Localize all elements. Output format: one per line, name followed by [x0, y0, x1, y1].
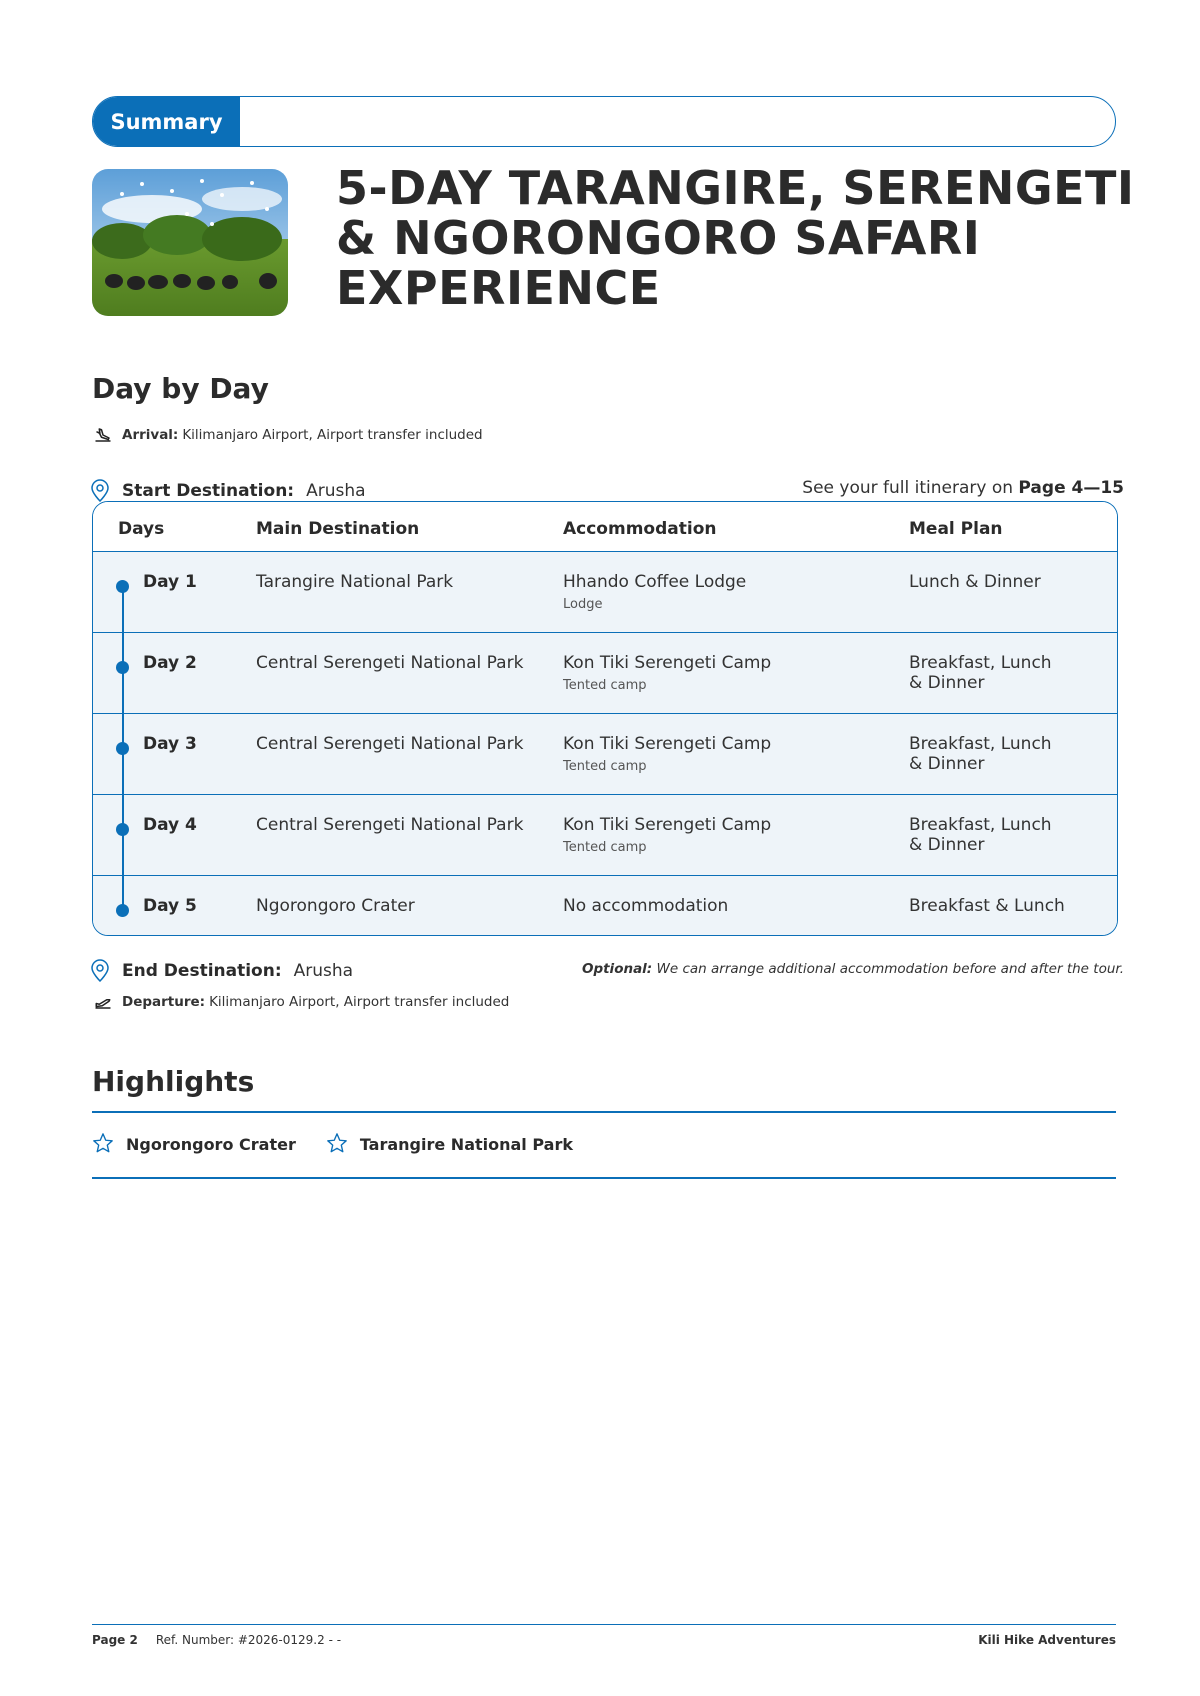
see-itinerary-text: See your full itinerary on — [802, 478, 1014, 498]
highlights-bottom-divider — [92, 1177, 1116, 1179]
highlights-top-divider — [92, 1111, 1116, 1113]
safari-hero-image — [92, 169, 288, 316]
map-pin-icon — [90, 958, 114, 984]
timeline-dot — [116, 661, 129, 674]
page-footer — [92, 1633, 1116, 1647]
accommodation-cell — [563, 815, 771, 858]
end-destination-label: End Destination: — [122, 961, 282, 981]
see-itinerary-note — [802, 478, 1124, 498]
table-row — [93, 876, 1117, 936]
table-header — [93, 502, 1117, 552]
header-days: Days — [118, 519, 165, 539]
day-cell: Day 3 — [143, 734, 197, 754]
table-row — [93, 795, 1117, 876]
arrival-label: Arrival: — [122, 427, 179, 443]
day-by-day-heading: Day by Day — [92, 372, 269, 405]
accommodation-name: Kon Tiki Serengeti Camp — [563, 653, 772, 673]
header-accommodation: Accommodation — [563, 519, 717, 539]
accommodation-type: Tented camp — [563, 678, 647, 693]
timeline-dot — [116, 742, 129, 755]
table-row — [93, 633, 1117, 714]
star-icon — [92, 1132, 116, 1156]
optional-text: We can arrange additional accommodation before and after the tour. — [656, 961, 1124, 977]
start-destination-value: Arusha — [306, 481, 366, 501]
summary-tab: Summary — [93, 97, 240, 146]
optional-note — [582, 961, 1124, 977]
accommodation-cell — [563, 734, 771, 777]
plane-takeoff-icon — [92, 991, 114, 1013]
accommodation-name: Kon Tiki Serengeti Camp — [563, 734, 772, 754]
brand-name: Kili Hike Adventures — [978, 1633, 1116, 1647]
timeline-dot — [116, 904, 129, 917]
highlights-heading: Highlights — [92, 1065, 255, 1098]
header-main-destination: Main Destination — [256, 519, 420, 539]
optional-label: Optional: — [581, 961, 653, 977]
highlight-label: Ngorongoro Crater — [126, 1134, 296, 1154]
timeline-dot — [116, 580, 129, 593]
page-number: Page 2 — [92, 1633, 138, 1647]
page-title: 5-DAY TARANGIRE, SERENGETI & NGORONGORO SAFARI EXPERIENCE — [336, 161, 1135, 315]
arrival-text: Kilimanjaro Airport, Airport transfer included — [182, 427, 483, 443]
see-itinerary-pages: Page 4—15 — [1018, 478, 1124, 498]
star-icon — [326, 1132, 350, 1156]
accommodation-type: Lodge — [563, 597, 603, 612]
day-cell: Day 4 — [143, 815, 197, 835]
highlight-item — [92, 1132, 296, 1156]
reference-number: Ref. Number: #2026-0129.2 - - — [155, 1633, 342, 1647]
accommodation-name: Hhando Coffee Lodge — [563, 572, 747, 592]
meal-cell: Breakfast, Lunch & Dinner — [909, 653, 1052, 693]
itinerary-table — [92, 501, 1118, 936]
destination-cell: Ngorongoro Crater — [256, 896, 415, 916]
accommodation-cell: No accommodation — [563, 896, 729, 916]
accommodation-cell — [563, 653, 771, 696]
destination-cell: Central Serengeti National Park — [256, 653, 524, 673]
day-cell: Day 1 — [143, 572, 197, 592]
highlights-list — [92, 1132, 603, 1156]
arrival-line — [92, 424, 483, 446]
accommodation-type: Tented camp — [563, 840, 647, 855]
departure-line — [92, 991, 509, 1013]
end-destination — [90, 958, 353, 984]
day-cell: Day 2 — [143, 653, 197, 673]
summary-bar — [92, 96, 1116, 147]
departure-text: Kilimanjaro Airport, Airport transfer included — [209, 994, 510, 1010]
meal-cell: Breakfast & Lunch — [909, 896, 1065, 916]
header-meal-plan: Meal Plan — [909, 519, 1003, 539]
destination-cell: Central Serengeti National Park — [256, 734, 524, 754]
meal-cell: Breakfast, Lunch & Dinner — [909, 734, 1052, 774]
day-cell: Day 5 — [143, 896, 197, 916]
accommodation-type: Tented camp — [563, 759, 647, 774]
table-row — [93, 714, 1117, 795]
departure-label: Departure: — [122, 994, 206, 1010]
meal-cell: Lunch & Dinner — [909, 572, 1041, 592]
highlight-item — [326, 1132, 573, 1156]
plane-landing-icon — [92, 424, 114, 446]
table-row — [93, 552, 1117, 633]
highlight-label: Tarangire National Park — [359, 1134, 573, 1154]
timeline-dot — [116, 823, 129, 836]
end-destination-value: Arusha — [293, 961, 354, 981]
start-destination-label: Start Destination: — [122, 481, 295, 501]
destination-cell: Central Serengeti National Park — [256, 815, 524, 835]
accommodation-name: Kon Tiki Serengeti Camp — [563, 815, 772, 835]
meal-cell: Breakfast, Lunch & Dinner — [909, 815, 1052, 855]
accommodation-cell — [563, 572, 746, 615]
destination-cell: Tarangire National Park — [256, 572, 454, 592]
footer-divider — [92, 1624, 1116, 1625]
